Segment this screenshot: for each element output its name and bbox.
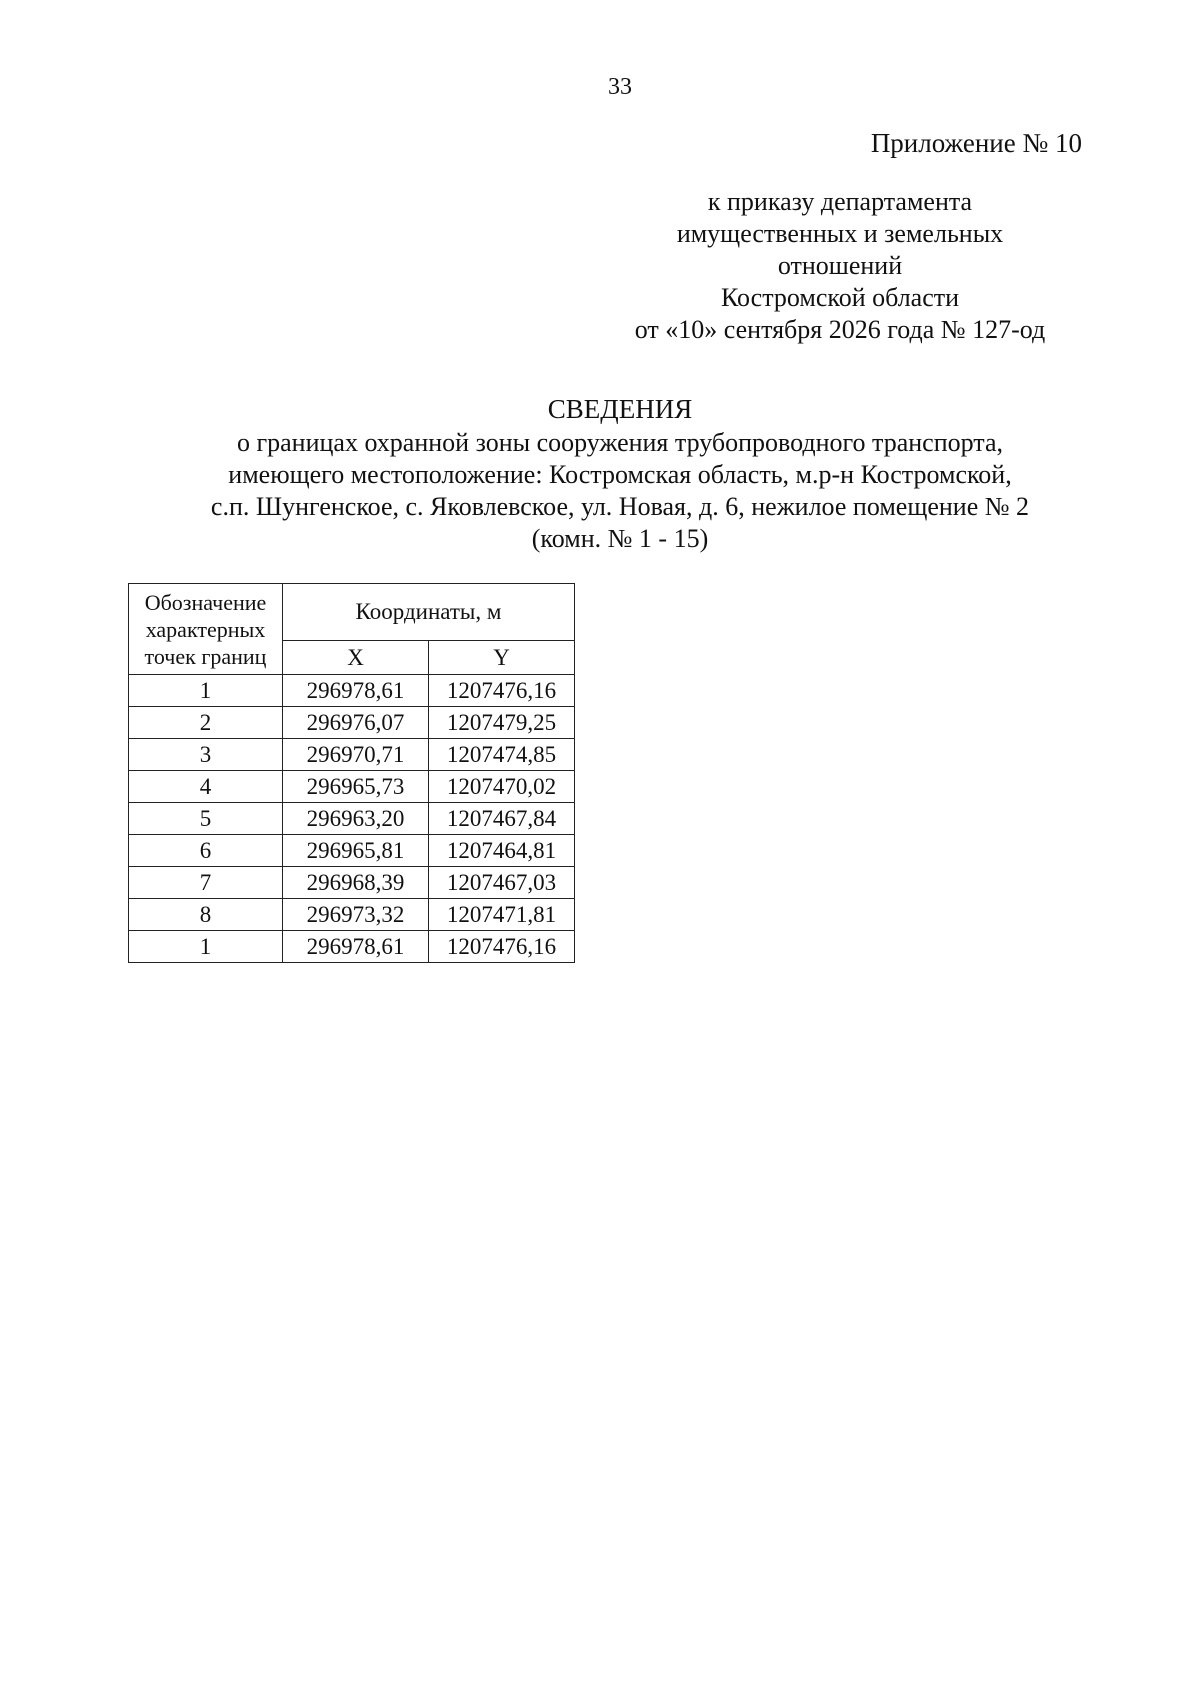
x-cell: 296976,07 [283, 707, 429, 739]
table-row [129, 931, 575, 963]
point-cell: 8 [129, 899, 283, 931]
subtitle-line: с.п. Шунгенское, с. Яковлевское, ул. Новая, д. 6, нежилое помещение № 2 [210, 492, 1030, 521]
x-cell: 296978,61 [283, 675, 429, 707]
document-subtitle [160, 427, 1080, 555]
y-cell: 1207470,02 [429, 771, 575, 803]
order-reference [605, 186, 1075, 346]
point-cell: 2 [129, 707, 283, 739]
point-cell: 4 [129, 771, 283, 803]
y-cell: 1207479,25 [429, 707, 575, 739]
header-x: X [283, 641, 429, 675]
header-y: Y [429, 641, 575, 675]
y-cell: 1207474,85 [429, 739, 575, 771]
table-row [129, 707, 575, 739]
point-cell: 7 [129, 867, 283, 899]
order-line: имущественных и земельных [676, 219, 1004, 248]
point-cell: 3 [129, 739, 283, 771]
point-cell: 5 [129, 803, 283, 835]
table-row [129, 835, 575, 867]
header-designation: Обозначение характерных точек границ [129, 584, 283, 675]
x-cell: 296968,39 [283, 867, 429, 899]
table-row [129, 867, 575, 899]
order-line: к приказу департамента [707, 187, 973, 216]
point-cell: 6 [129, 835, 283, 867]
y-cell: 1207476,16 [429, 931, 575, 963]
order-line: от «10» сентября 2026 года № 127-од [634, 315, 1046, 344]
y-cell: 1207464,81 [429, 835, 575, 867]
subtitle-line: имеющего местоположение: Костромская область, м.р-н Костромской, [228, 460, 1012, 489]
subtitle-line: о границах охранной зоны сооружения трубопроводного транспорта, [236, 428, 1004, 457]
y-cell: 1207467,84 [429, 803, 575, 835]
subtitle-line: (комн. № 1 - 15) [531, 524, 709, 553]
order-line: Костромской области [720, 283, 960, 312]
x-cell: 296965,73 [283, 771, 429, 803]
table-row [129, 675, 575, 707]
order-line: отношений [777, 251, 903, 280]
point-cell: 1 [129, 675, 283, 707]
y-cell: 1207476,16 [429, 675, 575, 707]
table-row [129, 803, 575, 835]
header-coordinates: Координаты, м [283, 584, 575, 641]
table-row [129, 771, 575, 803]
x-cell: 296970,71 [283, 739, 429, 771]
x-cell: 296978,61 [283, 931, 429, 963]
x-cell: 296973,32 [283, 899, 429, 931]
point-cell: 1 [129, 931, 283, 963]
document-heading: СВЕДЕНИЯ [547, 394, 693, 424]
page-number: 33 [608, 74, 632, 100]
y-cell: 1207467,03 [429, 867, 575, 899]
table-row [129, 899, 575, 931]
table-row [129, 739, 575, 771]
x-cell: 296963,20 [283, 803, 429, 835]
appendix-title: Приложение № 10 [870, 128, 1082, 158]
coordinates-table [128, 583, 575, 963]
x-cell: 296965,81 [283, 835, 429, 867]
y-cell: 1207471,81 [429, 899, 575, 931]
